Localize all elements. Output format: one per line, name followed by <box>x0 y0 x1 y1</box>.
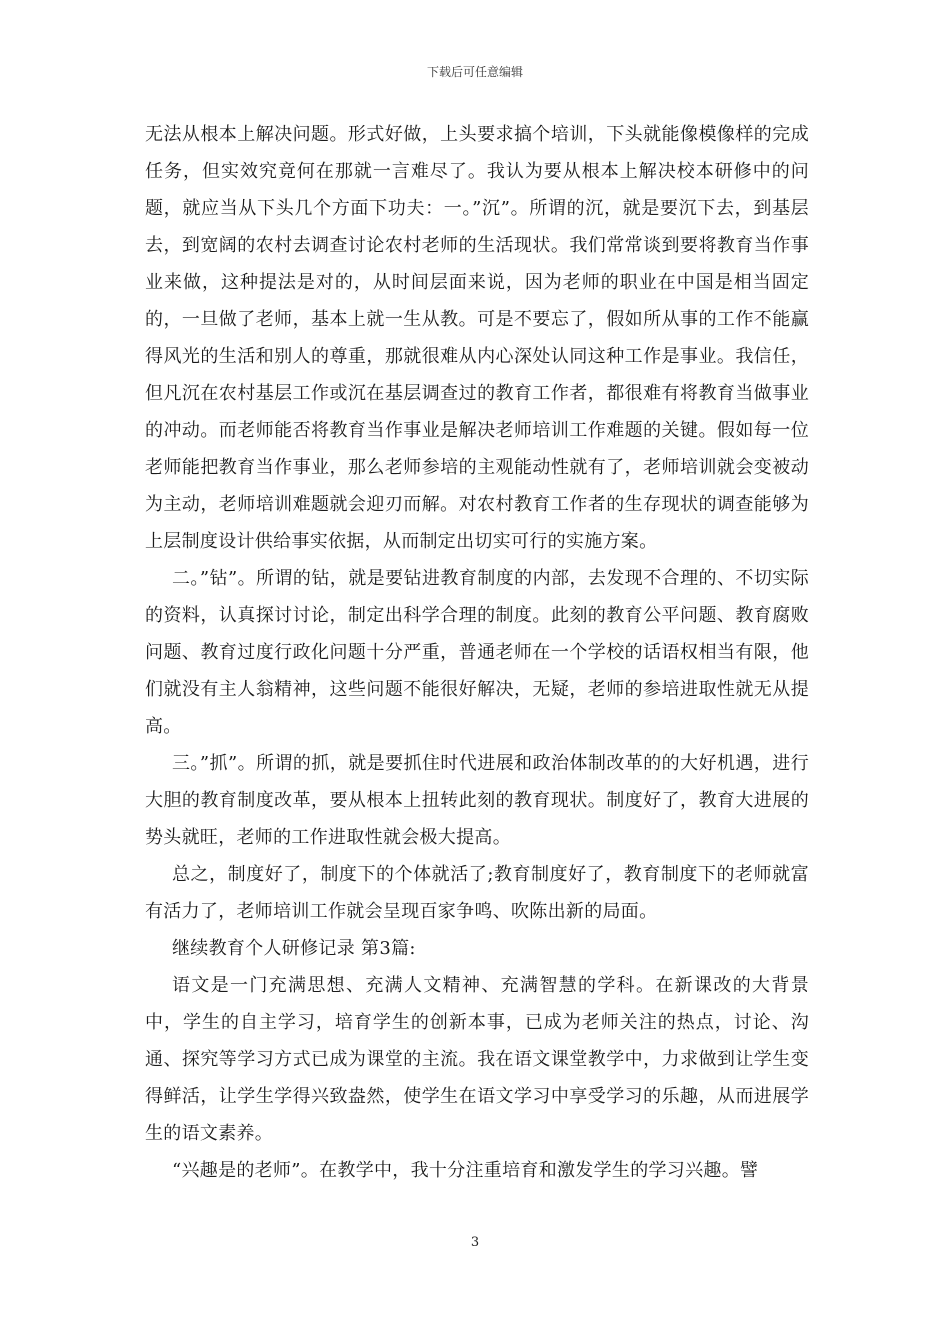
paragraph-2: 二。”钻”。所谓的钻，就是要钻进教育制度的内部，去发现不合理的、不切实际的资料，认真探讨讨论，制定出科学合理的制度。此刻的教育公平问题、教育腐败问题、教育过度行政化问题十分严重，普通老师在一个学校的话语权相当有限，他们就没有主人翁精神，这些问题不能很好解决，无疑，老师的参培进取性就无从提高。 <box>145 568 809 737</box>
paragraph-4: 总之，制度好了，制度下的个体就活了;教育制度好了，教育制度下的老师就富有活力了，老师培训工作就会呈现百家争鸣、吹陈出新的局面。 <box>145 864 809 922</box>
paragraph-6: “兴趣是的老师”。在教学中，我十分注重培育和激发学生的学习兴趣。譬 <box>172 1160 759 1181</box>
section-heading: 继续教育个人研修记录 第3篇: <box>172 938 416 959</box>
paragraph-5: 语文是一门充满思想、充满人文精神、充满智慧的学科。在新课改的大背景中，学生的自主学习，培育学生的创新本事，已成为老师关注的热点，讨论、沟通、探究等学习方式已成为课堂的主流。我在语文课堂教学中，力求做到让学生变得鲜活，让学生学得兴致盎然，使学生在语文学习中享受学习的乐趣，从而进展学生的语文素养。 <box>145 975 809 1144</box>
paragraph-1: 无法从根本上解决问题。形式好做，上头要求搞个培训，下头就能像模像样的完成任务，但实效究竟何在那就一言难尽了。我认为要从根本上解决校本研修中的问题，就应当从下头几个方面下功夫：一。”沉”。所谓的沉，就是要沉下去，到基层去，到宽阔的农村去调查讨论农村老师的生活现状。我们常常谈到要将教育当作事业来做，这种提法是对的，从时间层面来说，因为老师的职业在中国是相当固定的，一旦做了老师，基本上就一生从教。可是不要忘了，假如所从事的工作不能赢得风光的生活和别人的尊重，那就很难从内心深处认同这种工作是事业。我信任，但凡沉在农村基层工作或沉在基层调查过的教育工作者，都很难有将教育当做事业的冲动。而老师能否将教育当作事业是解决老师培训工作难题的关键。假如每一位老师能把教育当作事业，那么老师参培的主观能动性就有了，老师培训就会变被动为主动，老师培训难题就会迎刃而解。对农村教育工作者的生存现状的调查能够为上层制度设计供给事实依据，从而制定出切实可行的实施方案。 <box>145 124 809 552</box>
page-number: 3 <box>470 1235 480 1250</box>
paragraph-3: 三。”抓”。所谓的抓，就是要抓住时代进展和政治体制改革的的大好机遇，进行大胆的教育制度改革，要从根本上扭转此刻的教育现状。制度好了，教育大进展的势头就旺，老师的工作进取性就会极大提高。 <box>145 753 809 848</box>
document-body <box>145 116 809 1189</box>
page-header: 下载后可任意编辑 <box>426 65 523 79</box>
